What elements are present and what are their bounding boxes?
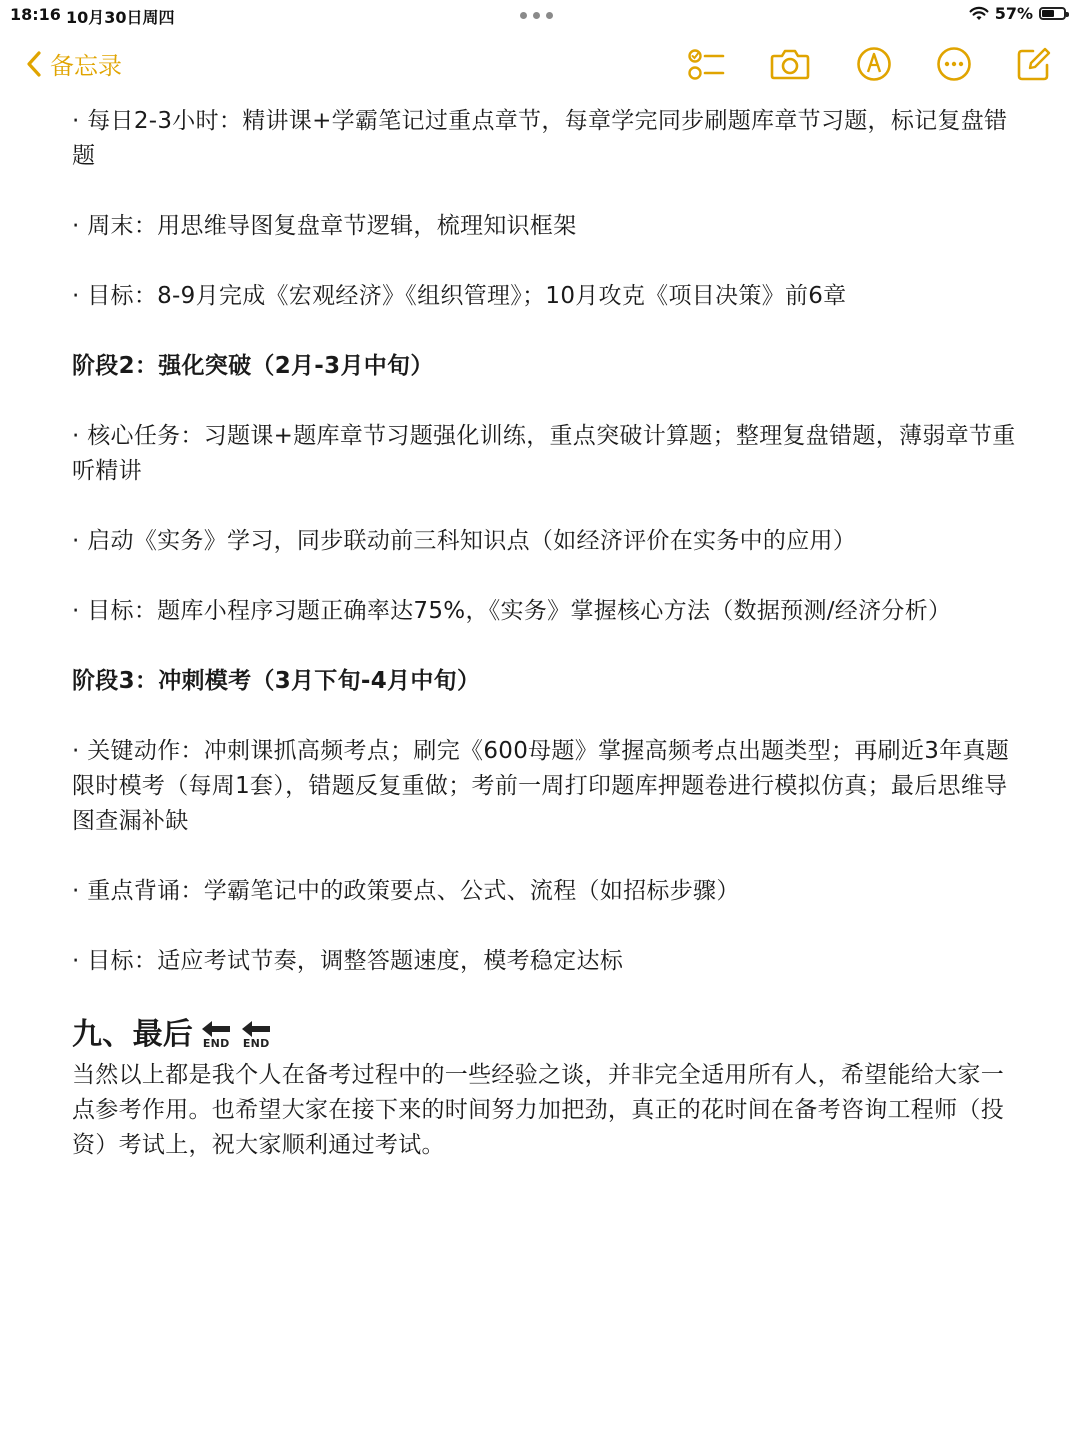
closing-paragraph: 当然以上都是我个人在备考过程中的一些经验之谈，并非完全适用所有人，希望能给大家一点参考作用。也希望大家在接下来的时间努力加把劲，真正的花时间在备考咨询工程师（投资）考试上，祝大家顺利通过考试。 [72, 1062, 1004, 1158]
note-paragraph: · 关键动作：冲刺课抓高频考点；刷完《600母题》掌握高频考点出题类型；再刷近3年真题限时模考（每周1套），错题反复重做；考前一周打印题库押题卷进行模拟仿真；最后思维导图查漏补缺 [72, 738, 1010, 834]
end-arrow-icon: END [199, 1020, 233, 1050]
battery-percent: 57% [994, 4, 1033, 23]
checklist-icon[interactable] [686, 44, 726, 84]
camera-icon[interactable] [770, 44, 810, 84]
status-date: 10月30日周四 [66, 8, 175, 27]
battery-icon [1039, 7, 1066, 20]
chevron-left-icon [26, 50, 42, 78]
stage-heading: 阶段2：强化突破（2月-3月中旬） [72, 353, 434, 379]
section-title-text: 九、最后 [72, 1017, 194, 1052]
note-paragraph: · 启动《实务》学习，同步联动前三科知识点（如经济评价在实务中的应用） [72, 528, 857, 554]
stage-heading: 阶段3：冲刺模考（3月下旬-4月中旬） [72, 668, 481, 694]
note-toolbar [0, 38, 1080, 92]
more-icon[interactable] [934, 44, 974, 84]
status-time: 18:16 [10, 5, 61, 24]
section-title [72, 1014, 1022, 1056]
note-paragraph: · 核心任务：习题课+题库章节习题强化训练，重点突破计算题；整理复盘错题，薄弱章节重听精讲 [72, 423, 1016, 484]
note-paragraph: · 目标：适应考试节奏，调整答题速度，模考稳定达标 [72, 948, 624, 974]
note-paragraph: · 目标：题库小程序习题正确率达75%，《实务》掌握核心方法（数据预测/经济分析） [72, 598, 952, 624]
note-paragraph: · 每日2-3小时：精讲课+学霸笔记过重点章节，每章学完同步刷题库章节习题，标记复盘错题 [72, 108, 1008, 169]
end-arrow-icon: END [239, 1020, 273, 1050]
note-paragraph: · 重点背诵：学霸笔记中的政策要点、公式、流程（如招标步骤） [72, 878, 740, 904]
note-body[interactable] [72, 104, 1022, 1163]
status-bar [0, 0, 1080, 30]
note-paragraph: · 周末：用思维导图复盘章节逻辑，梳理知识框架 [72, 213, 577, 239]
status-right [969, 4, 1066, 23]
multitasking-dots-icon[interactable] [520, 12, 553, 19]
markup-pen-icon[interactable] [854, 44, 894, 84]
wifi-icon [969, 6, 989, 22]
note-paragraph: · 目标：8-9月完成《宏观经济》《组织管理》；10月攻克《项目决策》前6章 [72, 283, 847, 309]
compose-icon[interactable] [1014, 44, 1054, 84]
battery-level [1042, 10, 1054, 17]
back-button[interactable] [26, 46, 122, 81]
back-label: 备忘录 [50, 52, 122, 80]
